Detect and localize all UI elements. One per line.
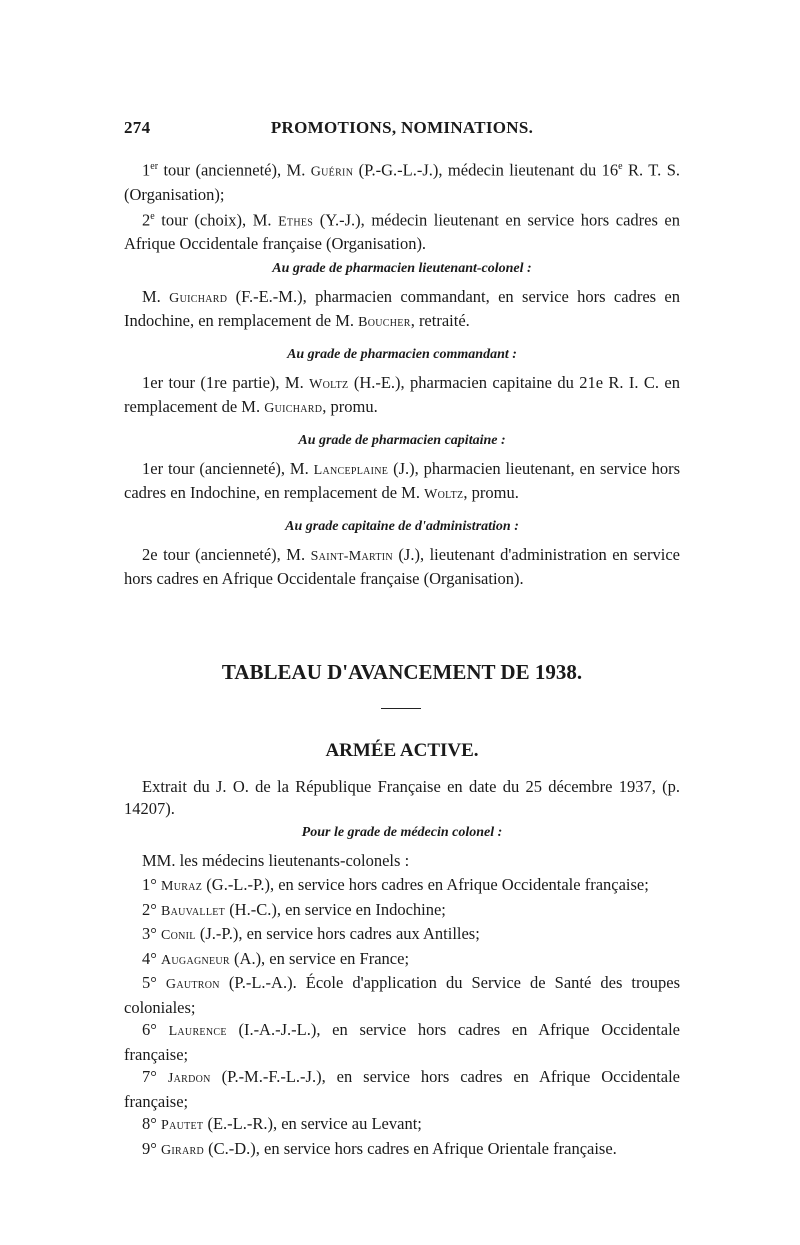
page-number: 274	[124, 118, 151, 137]
section-paragraph: 1er tour (1re partie), M. Woltz (H.-E.), pharmacien capitaine du 21e R. I. C. en remplacement de M. Guichard, promu.	[124, 373, 680, 416]
person-name: Guérin	[310, 164, 354, 180]
colonel-heading: Pour le grade de médecin colonel :	[301, 825, 503, 840]
section-heading: Au grade capitaine de d'administration :	[285, 519, 519, 534]
section-heading: Au grade de pharmacien lieutenant-colonel :	[272, 261, 532, 276]
list-item: 3° Conil (J.-P.), en service hors cadres aux Antilles;	[142, 924, 480, 943]
list-item: 6° Laurence (I.-A.-J.-L.), en service hors cadres en Afrique Occidentale française;	[124, 1020, 680, 1064]
person-name: Ethes	[278, 214, 314, 229]
list-item: 9° Girard (C.-D.), en service hors cadres en Afrique Orientale française.	[142, 1138, 617, 1158]
section-capitaine-administration	[124, 516, 680, 590]
entry-paragraph: 2e tour (choix), M. Ethes (Y.-J.), médecin lieutenant en service hors cadres en Afrique Occidentale française (Organisation).	[124, 210, 681, 253]
section-heading: Au grade de pharmacien capitaine :	[298, 433, 506, 448]
top-entries	[124, 156, 680, 255]
section-pharmacien-commandant	[124, 344, 680, 420]
mm-line: MM. les médecins lieutenants-colonels :	[142, 851, 410, 870]
list-item: 5° Gautron (P.-L.-A.). École d'application du Service de Santé des troupes coloniales;	[124, 973, 681, 1017]
extrait-block	[124, 776, 680, 872]
list-item: 8° Pautet (E.-L.-R.), en service au Levant;	[142, 1114, 422, 1133]
list-item: 1° Muraz (G.-L.-P.), en service hors cadres en Afrique Occidentale française;	[142, 875, 649, 894]
tableau-title: TABLEAU D'AVANCEMENT DE 1938.	[221, 660, 583, 684]
colonel-list	[124, 874, 680, 1162]
section-pharmacien-lt-colonel	[124, 258, 680, 334]
list-item: 4° Augagneur (A.), en service en France;	[142, 948, 410, 968]
list-item: 2° Bauvallet (H.-C.), en service en Indochine;	[142, 899, 446, 919]
section-paragraph: M. Guichard (F.-E.-M.), pharmacien commandant, en service hors cadres en Indochine, en remplacement de M. Boucher, retraité.	[124, 287, 681, 330]
running-title: PROMOTIONS, NOMINATIONS.	[270, 118, 534, 137]
section-paragraph: 1er tour (ancienneté), M. Lanceplaine (J.), pharmacien lieutenant, en service hors cadres en Indochine, en remplacement de M. Woltz, promu.	[124, 459, 680, 502]
extrait-paragraph: Extrait du J. O. de la République Française en date du 25 décembre 1937, (p. 14207).	[124, 777, 680, 818]
divider	[381, 708, 421, 709]
section-heading: Au grade de pharmacien commandant :	[287, 347, 517, 362]
armee-title: ARMÉE ACTIVE.	[325, 740, 479, 761]
entry-paragraph: 1er tour (ancienneté), M. Guérin (P.-G.-L.-J.), médecin lieutenant du 16e R. T. S. (Organisation);	[124, 160, 680, 204]
section-paragraph: 2e tour (ancienneté), M. Saint-Martin (J.), lieutenant d'administration en service hors cadres en Afrique Occidentale française (Organisation).	[124, 545, 680, 588]
list-item: 7° Jardon (P.-M.-F.-L.-J.), en service hors cadres en Afrique Occidentale française;	[124, 1067, 681, 1111]
section-pharmacien-capitaine	[124, 430, 680, 506]
